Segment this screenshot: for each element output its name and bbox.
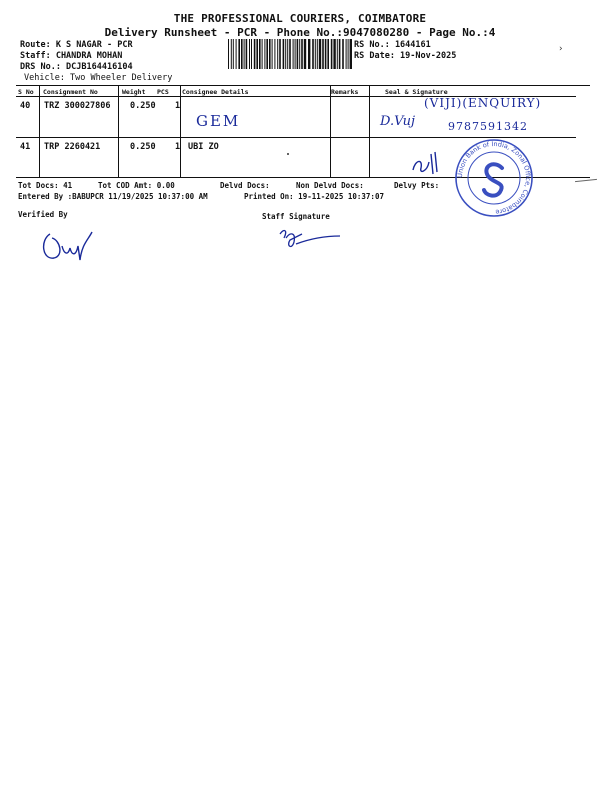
barcode-bar xyxy=(322,39,324,69)
barcode-bar xyxy=(266,39,268,69)
barcode-bar xyxy=(269,39,271,69)
barcode-bar xyxy=(339,39,341,69)
col-sep-5 xyxy=(369,86,370,177)
col-header-weight: Weight xyxy=(122,88,146,96)
barcode-bar xyxy=(259,39,261,69)
barcode-bar xyxy=(285,39,286,69)
table-top-rule xyxy=(16,85,590,86)
barcode-bar xyxy=(301,39,303,69)
rs-number: RS No.: 1644161 xyxy=(354,40,431,50)
non-delivered-docs: Non Delvd Docs: xyxy=(296,181,364,190)
barcode-bar xyxy=(346,39,347,69)
staff-info: Staff: CHANDRA MOHAN xyxy=(20,51,123,61)
barcode-bar xyxy=(272,39,273,69)
barcode-bar xyxy=(279,39,281,69)
runsheet-title: Delivery Runsheet - PCR - Phone No.:9047080280 - Page No.:4 xyxy=(104,26,496,39)
delivery-points: Delvy Pts: xyxy=(394,181,440,190)
rs-date: RS Date: 19-Nov-2025 xyxy=(354,51,457,61)
verified-by-label: Verified By xyxy=(18,210,68,219)
barcode-bar xyxy=(331,39,333,69)
corner-mark: › xyxy=(558,44,564,54)
barcode-bar xyxy=(256,39,258,69)
entered-by: Entered By :BABUPCR 11/19/2025 10:37:00 AM xyxy=(18,192,208,201)
margin-mark xyxy=(575,179,597,182)
handwritten-consignee: GEM xyxy=(196,112,241,130)
total-docs: Tot Docs: 41 xyxy=(18,181,73,190)
vehicle-info: Vehicle: Two Wheeler Delivery xyxy=(24,73,173,83)
table-row-consignment: TRP 2260421 xyxy=(44,142,101,152)
barcode-bar xyxy=(228,39,229,69)
barcode-bar xyxy=(299,39,300,69)
barcode-bar xyxy=(342,39,344,69)
handwritten-phone: 9787591342 xyxy=(448,120,528,133)
row41-signature xyxy=(405,148,445,178)
verified-signature xyxy=(38,226,100,266)
drs-number: DRS No.: DCJB164416104 xyxy=(20,62,133,72)
handwritten-name: (VIJI)(ENQUIRY) xyxy=(424,96,542,110)
table-row-consignee: UBI ZO xyxy=(188,142,219,152)
barcode-bar xyxy=(287,39,288,69)
col-sep-1 xyxy=(39,86,40,177)
barcode-bar xyxy=(251,39,252,69)
barcode-bar xyxy=(304,39,306,69)
official-stamp xyxy=(454,138,534,218)
barcode-bar xyxy=(289,39,291,69)
barcode-bar xyxy=(327,39,329,69)
table-row-weight: 0.250 xyxy=(130,142,156,152)
handwritten-signature: D.Vuj xyxy=(380,114,416,129)
barcode-bar xyxy=(262,39,263,69)
table-row-sno: 40 xyxy=(20,101,31,111)
barcode-bar xyxy=(249,39,250,69)
staff-signature-label: Staff Signature xyxy=(262,212,330,221)
barcode-bar xyxy=(238,39,240,69)
barcode-bar xyxy=(293,39,294,69)
col-header-pcs: PCS xyxy=(157,88,169,96)
barcode-bar xyxy=(241,39,243,69)
barcode-bar xyxy=(274,39,275,69)
barcode-bar xyxy=(236,39,237,69)
col-header-consignment: Consignment No xyxy=(43,88,98,96)
barcode-bar xyxy=(244,39,245,69)
barcode-bar xyxy=(246,39,248,69)
col-header-seal: Seal & Signature xyxy=(385,88,448,96)
barcode-bar xyxy=(348,39,349,69)
barcode-bar xyxy=(325,39,327,69)
barcode-bar xyxy=(231,39,232,69)
table-row-weight: 0.250 xyxy=(130,101,156,111)
barcode-bar xyxy=(315,39,316,69)
barcode-bar xyxy=(233,39,234,69)
col-sep-2 xyxy=(118,86,119,177)
barcode-bar xyxy=(319,39,321,69)
ink-dot xyxy=(287,153,289,155)
col-header-consignee: Consignee Details xyxy=(182,88,249,96)
total-cod-amount: Tot COD Amt: 0.00 xyxy=(98,181,175,190)
col-sep-4 xyxy=(330,86,331,177)
barcode-bar xyxy=(308,39,310,69)
table-row-pcs: 1 xyxy=(175,101,181,111)
col-header-sno: S No xyxy=(18,88,34,96)
company-name: THE PROFESSIONAL COURIERS, COIMBATORE xyxy=(173,12,427,25)
table-row-pcs: 1 xyxy=(175,142,181,152)
stamp-text: Union Bank of India, Zonal Office, Coimbatore xyxy=(455,139,533,217)
printed-on: Printed On: 19-11-2025 10:37:07 xyxy=(244,192,384,201)
route-info: Route: K S NAGAR - PCR xyxy=(20,40,133,50)
barcode-bar xyxy=(337,39,338,69)
table-row-sno: 41 xyxy=(20,142,31,152)
barcode xyxy=(228,39,352,69)
barcode-bar xyxy=(312,39,314,69)
barcode-bar xyxy=(295,39,296,69)
col-sep-3 xyxy=(180,86,181,177)
col-header-remarks: Remarks xyxy=(331,88,359,96)
staff-signature xyxy=(276,224,346,254)
barcode-bar xyxy=(317,39,318,69)
delivered-docs: Delvd Docs: xyxy=(220,181,270,190)
barcode-bar xyxy=(350,39,352,69)
barcode-bar xyxy=(283,39,285,69)
barcode-bar xyxy=(254,39,256,69)
barcode-bar xyxy=(297,39,299,69)
barcode-bar xyxy=(277,39,278,69)
barcode-bar xyxy=(264,39,265,69)
table-row-consignment: TRZ 300027806 xyxy=(44,101,111,111)
barcode-bar xyxy=(333,39,335,69)
